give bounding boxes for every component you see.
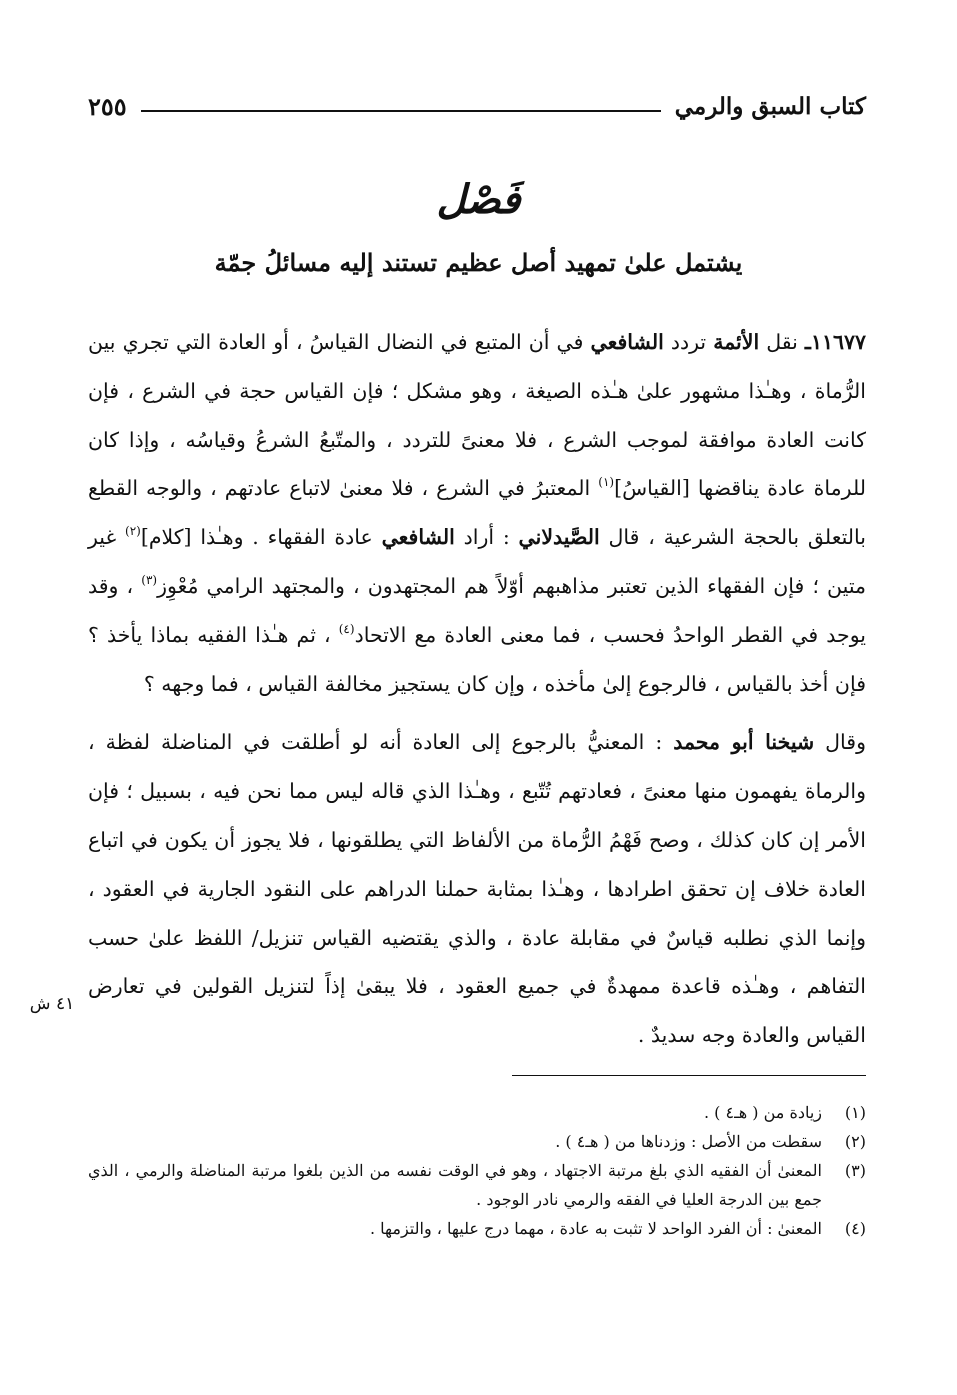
footnote-ref[interactable]: (١) bbox=[598, 475, 615, 490]
text-run: وقال bbox=[814, 730, 866, 755]
footnote bbox=[88, 1098, 866, 1127]
bold-term: الصَّيدلاني bbox=[518, 525, 600, 550]
footnotes bbox=[88, 1098, 866, 1243]
text-run: : المعنيُّ بالرجوع إلى العادة أنه لو أطلقت في المناضلة لفظة ، والرماة يفهمون منها معنىً ، فعادتهم تُتّبع ، وهـٰذا الذي قاله ليس مما نحن فيه ، بسبيل ؛ فإن الأمر إن كان كذلك ، وصح فَهْمُ الرُّماة من الألفاظ التي يطلقونها ، فلا يجوز أن يكون في اتباع العادة خلاف إن تحقق اطرادها ، وهـٰذا بمثابة حملنا الدراهم على النقود الجارية في العقود ، وإنما الذي نطلبه قياسٌ في مقابلة عادة ، والذي يقتضيه القياس تنزيل/ اللفظ علىٰ حسب التفاهم ، وهـٰذه قاعدة ممهدةٌ في جميع العقود ، فلا يبقىٰ إذاً لتنزيل القولين في تعارض القياس والعادة وجه سديدٌ . bbox=[88, 730, 866, 1048]
paragraph-2 bbox=[88, 718, 866, 1060]
text-run: : أراد bbox=[454, 525, 519, 550]
bold-term: الشافعي bbox=[590, 330, 664, 354]
paragraph-number: ١١٦٧٧ـ bbox=[804, 330, 866, 354]
running-title: كتاب السبق والرمي bbox=[674, 92, 866, 120]
footnote-number: (٤) bbox=[844, 1219, 866, 1238]
footnote bbox=[88, 1214, 866, 1243]
footnote-text: المعنىٰ أن الفقيه الذي بلغ مرتبة الاجتهاد ، وهو في الوقت نفسه من الذين بلغوا مرتبة المناضلة والرمي ، الذي جمع بين الدرجة العليا في الفقه والرمي نادر الوجود . bbox=[88, 1161, 822, 1209]
text-run: ، وقد يوجد في القطر الواحدُ فحسب ، فما معنى العادة مع الاتحاد bbox=[88, 573, 866, 647]
text-run: ، ثم هـٰذا الفقيه بماذا يأخذ ؟ فإن أخذ بالقياس ، فالرجوع إلىٰ مأخذه ، وإن كان يستجيز مخالفة القياس ، فما وجهه ؟ bbox=[88, 622, 866, 696]
bold-term: شيخنا أبو محمد bbox=[673, 730, 815, 755]
page-number: ٢٥٥ bbox=[88, 91, 127, 121]
text-run: تردد bbox=[663, 330, 714, 354]
footnote-rule bbox=[512, 1075, 866, 1076]
footnote-ref[interactable]: (٤) bbox=[338, 621, 355, 636]
text-run: المعتبرُ في الشرع ، فلا معنىٰ لاتباع عادتهم ، والوجه القطع بالتعلق بالحجة الشرعية ، قال bbox=[88, 476, 866, 550]
bold-term: الشافعي bbox=[381, 525, 455, 550]
footnote bbox=[88, 1127, 866, 1156]
footnote-number: (٣) bbox=[844, 1161, 866, 1180]
bold-term: الأئمة bbox=[713, 330, 760, 354]
section-ornament-title: فَصْل bbox=[436, 176, 521, 223]
margin-note: ٤١ ش bbox=[29, 994, 75, 1014]
footnote-ref[interactable]: (٣) bbox=[141, 572, 158, 587]
footnote-text: سقطت من الأصل : وزدناها من ( هـ٤ ) . bbox=[555, 1132, 822, 1151]
footnote bbox=[88, 1156, 866, 1214]
section-heading: يشتمل علىٰ تمهيد أصل عظيم تستند إليه مسائلُ جمّة bbox=[214, 248, 743, 277]
running-header bbox=[88, 86, 866, 126]
footnote-number: (١) bbox=[844, 1103, 866, 1122]
text-run: عادة الفقهاء . وهـٰذا [كلام] bbox=[140, 525, 382, 550]
text-run: غير متين ؛ فإن الفقهاء الذين تعتبر مذاهبهم أوّلاً هم المجتهدون ، والمجتهد الرامي مُعْوِز bbox=[88, 525, 866, 598]
paragraph-1 bbox=[88, 318, 866, 708]
text-run: في أن المتبع في النضال القياسُ ، أو العادة التي تجري بين الرُّماة ، وهـٰذا مشهور علىٰ هـٰذه الصيغة ، وهو مشكل ؛ فإن القياس حجة في الشرع ، فإن كانت العادة موافقة لموجب الشرع ، فلا معنىً للتردد ، والمتّبعُ الشرعُ وقياسُه ، وإذا كان للرماة عادة يناقضها [القياسُ] bbox=[88, 330, 866, 501]
footnote-ref[interactable]: (٢) bbox=[125, 524, 141, 539]
footnote-text: زيادة من ( هـ٤ ) . bbox=[703, 1103, 822, 1122]
footnote-text: المعنىٰ : أن الفرد الواحد لا تثبت به عادة ، مهما درج عليها ، والتزمها . bbox=[369, 1219, 822, 1238]
main-text bbox=[88, 318, 866, 1060]
text-run: نقل bbox=[759, 330, 805, 354]
footnote-number: (٢) bbox=[844, 1132, 866, 1151]
header-rule bbox=[141, 110, 661, 112]
